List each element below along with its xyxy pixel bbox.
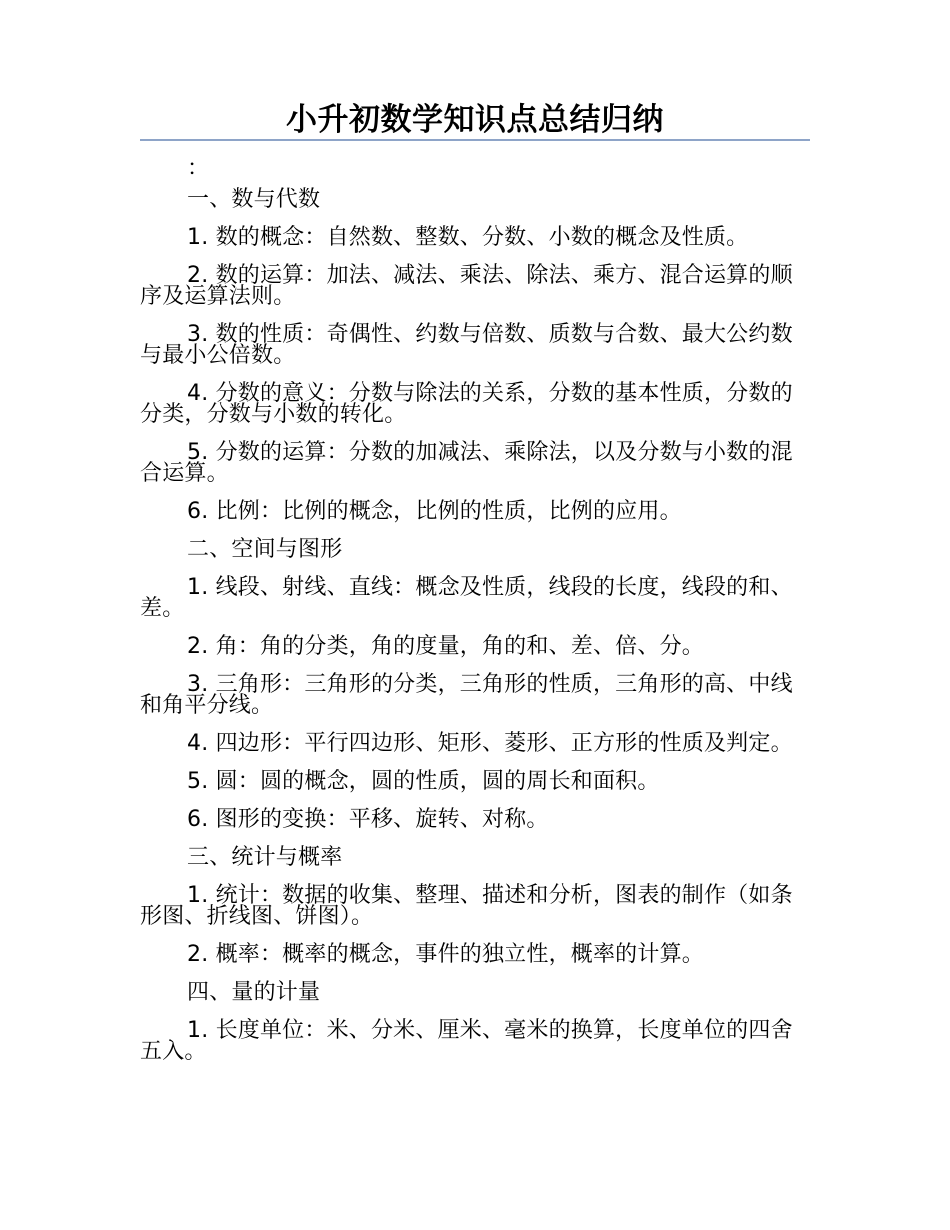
list-item: 1. 线段、射线、直线：概念及性质，线段的长度，线段的和、差。 — [140, 575, 793, 621]
intro-colon: ： — [187, 156, 210, 181]
list-item: 1. 数的概念：自然数、整数、分数、小数的概念及性质。 — [187, 225, 749, 250]
section-heading-statistics-probability: 三、统计与概率 — [187, 845, 343, 870]
list-item: 1. 长度单位：米、分米、厘米、毫米的换算，长度单位的四舍五入。 — [140, 1018, 793, 1064]
list-item: 1. 统计：数据的收集、整理、描述和分析，图表的制作（如条形图、折线图、饼图）。 — [140, 883, 793, 929]
section-heading-space-figures: 二、空间与图形 — [187, 537, 343, 562]
list-item: 3. 三角形：三角形的分类，三角形的性质，三角形的高、中线和角平分线。 — [140, 672, 793, 718]
list-item: 2. 概率：概率的概念，事件的独立性，概率的计算。 — [187, 942, 704, 967]
list-item: 4. 四边形：平行四边形、矩形、菱形、正方形的性质及判定。 — [187, 731, 793, 756]
list-item: 2. 数的运算：加法、减法、乘法、除法、乘方、混合运算的顺序及运算法则。 — [140, 263, 793, 309]
title-underline — [140, 139, 810, 141]
list-item: 5. 圆：圆的概念，圆的性质，圆的周长和面积。 — [187, 769, 660, 794]
list-item: 2. 角：角的分类，角的度量，角的和、差、倍、分。 — [187, 634, 704, 659]
document-body — [140, 158, 810, 1079]
document-title: 小升初数学知识点总结归纳 — [286, 102, 664, 138]
list-item: 6. 比例：比例的概念，比例的性质，比例的应用。 — [187, 499, 682, 524]
section-heading-measurement: 四、量的计量 — [187, 980, 321, 1005]
list-item: 4. 分数的意义：分数与除法的关系，分数的基本性质，分数的分类，分数与小数的转化。 — [140, 381, 793, 427]
list-item: 6. 图形的变换：平移、旋转、对称。 — [187, 807, 549, 832]
list-item: 5. 分数的运算：分数的加减法、乘除法，以及分数与小数的混合运算。 — [140, 440, 793, 486]
list-item: 3. 数的性质：奇偶性、约数与倍数、质数与合数、最大公约数与最小公倍数。 — [140, 322, 793, 368]
section-heading-number-algebra: 一、数与代数 — [187, 187, 321, 212]
